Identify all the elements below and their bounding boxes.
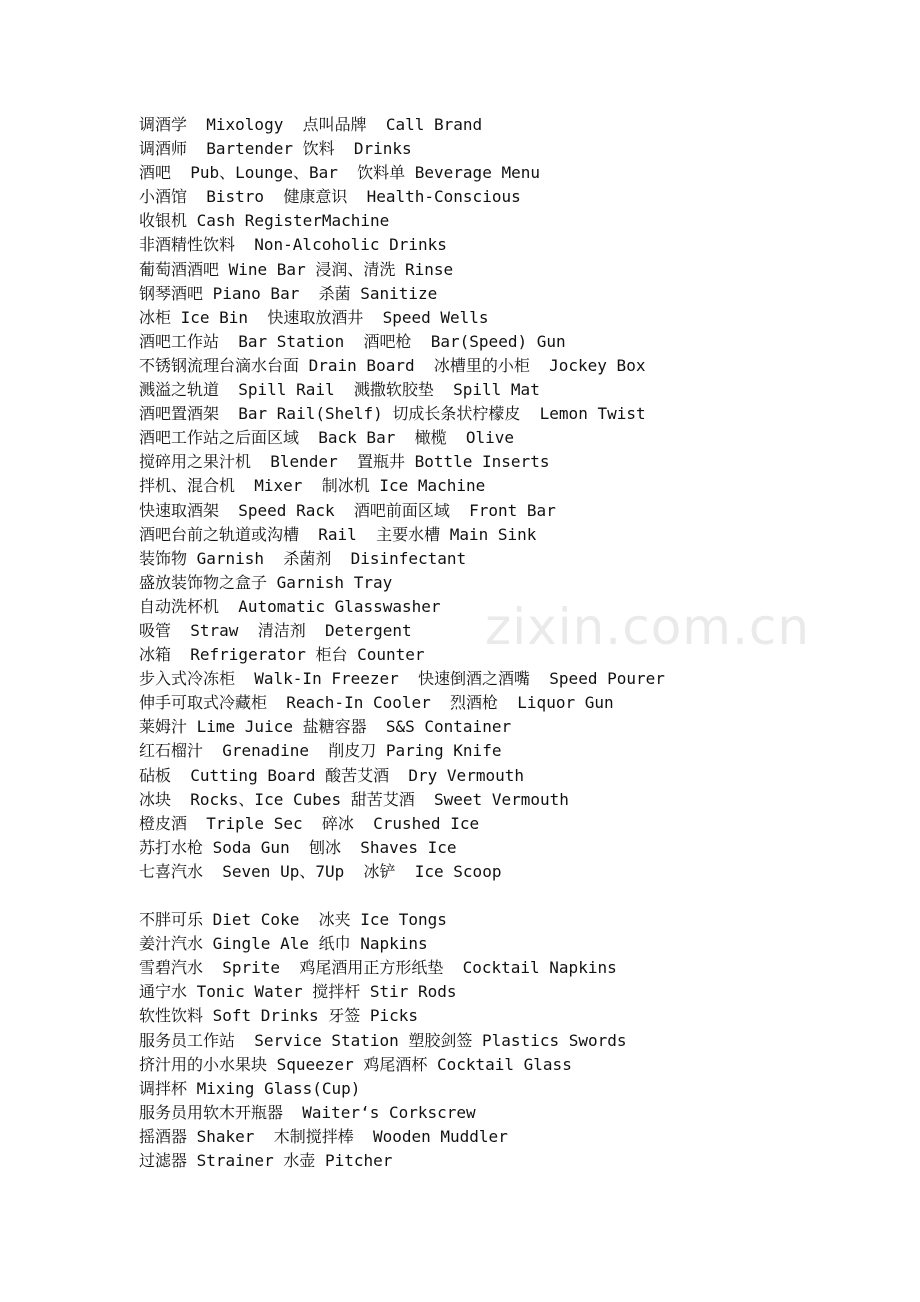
glossary-line: 自动洗杯机 Automatic Glasswasher xyxy=(139,596,441,616)
glossary-line: 快速取酒架 Speed Rack 酒吧前面区域 Front Bar xyxy=(139,500,556,520)
glossary-section-1 xyxy=(139,113,879,884)
glossary-line: 酒吧工作站 Bar Station 酒吧枪 Bar(Speed) Gun xyxy=(139,331,566,351)
watermark: zixin.com.cn xyxy=(485,598,811,656)
glossary-line: 葡萄酒酒吧 Wine Bar 浸润、清洗 Rinse xyxy=(139,259,454,279)
glossary-line: 莱姆汁 Lime Juice 盐糖容器 S&S Container xyxy=(139,717,512,737)
glossary-line: 步入式冷冻柜 Walk-In Freezer 快速倒酒之酒嘴 Speed Pourer xyxy=(139,669,665,689)
glossary-line: 七喜汽水 Seven Up、7Up 冰铲 Ice Scoop xyxy=(139,861,502,881)
glossary-line: 不锈钢流理台滴水台面 Drain Board 冰槽里的小柜 Jockey Box xyxy=(139,355,646,375)
glossary-line: 溅溢之轨道 Spill Rail 溅撒软胶垫 Spill Mat xyxy=(139,380,540,400)
glossary-line: 收银机 Cash RegisterMachine xyxy=(139,211,390,231)
glossary-line: 酒吧台前之轨道或沟槽 Rail 主要水槽 Main Sink xyxy=(139,524,537,544)
glossary-line: 调酒学 Mixology 点叫品牌 Call Brand xyxy=(139,115,483,134)
glossary-line: 苏打水枪 Soda Gun 刨冰 Shaves Ice xyxy=(139,837,457,857)
glossary-line: 调拌杯 Mixing Glass(Cup) xyxy=(139,1078,361,1098)
glossary-line: 雪碧汽水 Sprite 鸡尾酒用正方形纸垫 Cocktail Napkins xyxy=(139,958,617,978)
glossary-content xyxy=(139,113,879,1173)
glossary-line: 不胖可乐 Diet Coke 冰夹 Ice Tongs xyxy=(139,910,447,930)
glossary-line: 吸管 Straw 清洁剂 Detergent xyxy=(139,620,412,640)
glossary-line: 非酒精性饮料 Non-Alcoholic Drinks xyxy=(139,235,447,255)
glossary-line: 冰箱 Refrigerator 柜台 Counter xyxy=(139,645,425,665)
glossary-line: 酒吧置酒架 Bar Rail(Shelf) 切成长条状柠檬皮 Lemon Twist xyxy=(139,404,646,424)
glossary-line: 服务员工作站 Service Station 塑胶剑签 Plastics Swords xyxy=(139,1030,627,1050)
glossary-line: 挤汁用的小水果块 Squeezer 鸡尾酒杯 Cocktail Glass xyxy=(139,1054,572,1074)
glossary-line: 姜汁汽水 Gingle Ale 纸巾 Napkins xyxy=(139,934,428,954)
glossary-line: 酒吧 Pub、Lounge、Bar 饮料单 Beverage Menu xyxy=(139,163,540,183)
glossary-line: 服务员用软木开瓶器 Waiter‘s Corkscrew xyxy=(139,1102,476,1122)
glossary-line: 摇酒器 Shaker 木制搅拌棒 Wooden Muddler xyxy=(139,1126,508,1146)
glossary-line: 伸手可取式冷藏柜 Reach-In Cooler 烈酒枪 Liquor Gun xyxy=(139,693,614,713)
glossary-section-2 xyxy=(139,908,879,1173)
glossary-line: 过滤器 Strainer 水壶 Pitcher xyxy=(139,1151,393,1171)
glossary-line: 装饰物 Garnish 杀菌剂 Disinfectant xyxy=(139,548,467,568)
glossary-line: 橙皮酒 Triple Sec 碎冰 Crushed Ice xyxy=(139,813,480,833)
glossary-line: 小酒馆 Bistro 健康意识 Health-Conscious xyxy=(139,187,521,207)
glossary-line: 冰块 Rocks、Ice Cubes 甜苦艾酒 Sweet Vermouth xyxy=(139,789,569,809)
glossary-line: 冰柜 Ice Bin 快速取放酒井 Speed Wells xyxy=(139,307,489,327)
glossary-line: 软性饮料 Soft Drinks 牙签 Picks xyxy=(139,1006,419,1026)
glossary-line: 通宁水 Tonic Water 搅拌杆 Stir Rods xyxy=(139,982,457,1002)
glossary-line: 盛放装饰物之盒子 Garnish Tray xyxy=(139,572,393,592)
glossary-line: 钢琴酒吧 Piano Bar 杀菌 Sanitize xyxy=(139,283,438,303)
section-gap xyxy=(139,884,879,908)
glossary-line: 调酒师 Bartender 饮料 Drinks xyxy=(139,139,412,159)
glossary-line: 红石榴汁 Grenadine 削皮刀 Paring Knife xyxy=(139,741,502,761)
glossary-line: 拌机、混合机 Mixer 制冰机 Ice Machine xyxy=(139,476,486,496)
glossary-line: 酒吧工作站之后面区域 Back Bar 橄榄 Olive xyxy=(139,428,515,448)
glossary-line: 搅碎用之果汁机 Blender 置瓶井 Bottle Inserts xyxy=(139,452,550,472)
glossary-line: 砧板 Cutting Board 酸苦艾酒 Dry Vermouth xyxy=(139,765,524,785)
